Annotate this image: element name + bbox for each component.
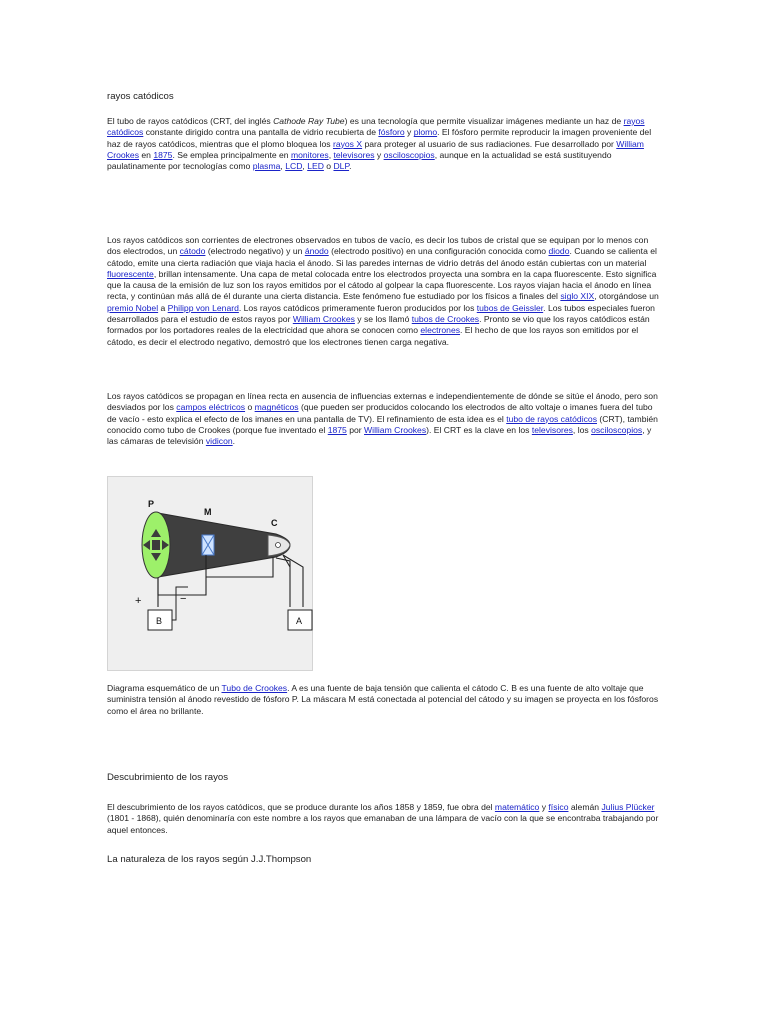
link-televisores-2[interactable]: televisores: [531, 424, 573, 435]
crookes-tube-drawing: [108, 477, 314, 672]
crookes-tube-diagram: [107, 476, 313, 671]
propagation-paragraph: Los rayos catódicos se propagan en línea recta en ausencia de influencias externas e independientemente de dónde se sitúe el ánodo, pero son desviados por los campos eléctricos o magnéticos (que pueden ser producidos colocando los electrodos de alto voltaje o imanes fuera del tubo de vacío - esto explica el efecto de los imanes en una pantalla de TV). El refinamiento de esta idea es el tubo de rayos catódicos (CRT), también conocido como tubo de Crookes (porque fue inventado el 1875 por William Crookes). El CRT es la clave en los televisores, los osciloscopios, y las cámaras de televisión vidicon.: [107, 391, 658, 447]
link-william-crookes-3[interactable]: William Crookes: [364, 424, 427, 435]
link-rayos-catodicos[interactable]: rayos catódicos: [107, 116, 645, 138]
section-heading-naturaleza: La naturaleza de los rayos según J.J.Thompson: [107, 854, 312, 865]
link-rayos-x[interactable]: rayos X: [332, 138, 363, 149]
label-plus: +: [135, 595, 142, 607]
link-diodo[interactable]: diodo: [548, 246, 570, 257]
label-c: C: [271, 518, 278, 528]
link-fosforo[interactable]: fósforo: [378, 127, 405, 138]
discovery-paragraph: El descubrimiento de los rayos catódicos, que se produce durante los años 1858 y 1859, fue obra del matemático y físico alemán Julius Plücker (1801 - 1868), quién denominaría con este nombre a los rayos que emanaban de una lámpara de vacío con la que se encontraba trabajando por aquel entonces.: [107, 802, 659, 835]
link-siglo-xix[interactable]: siglo XIX: [560, 291, 595, 302]
link-fluorescente[interactable]: fluorescente: [107, 268, 154, 279]
link-tubos-de-crookes[interactable]: tubos de Crookes: [411, 314, 480, 325]
diagram-caption: Diagrama esquemático de un Tubo de Crookes. A es una fuente de baja tensión que calienta el cátodo C. B es una fuente de alto voltaje que suministra tensión al ánodo revestido de fósforo P. La máscara M está conectada al potencial del cátodo y su imagen se proyecta en los fósforos como el área no brillante.: [107, 683, 659, 716]
intro-paragraph: El tubo de rayos catódicos (CRT, del inglés Cathode Ray Tube) es una tecnología que permite visualizar imágenes mediante un haz de rayos catódicos constante dirigido contra una pantalla de vidrio recubierta de fósforo y plomo. El fósforo permite reproducir la imagen proveniente del haz de rayos catódicos, mientras que el plomo bloquea los rayos X para proteger al usuario de sus radiaciones. Fue desarrollado por William Crookes en 1875. Se emplea principalmente en monitores, televisores y osciloscopios, aunque en la actualidad se está sustituyendo paulatinamente por tecnologías como plasma, LCD, LED o DLP.: [107, 116, 652, 172]
label-b: B: [156, 616, 163, 626]
label-a: A: [296, 616, 303, 626]
link-philipp-von-lenard[interactable]: Philipp von Lenard: [167, 302, 239, 313]
link-plasma[interactable]: plasma: [252, 161, 281, 172]
link-tubos-de-geissler[interactable]: tubos de Geissler: [476, 302, 544, 313]
link-magneticos[interactable]: magnéticos: [254, 402, 299, 413]
label-p: P: [148, 499, 155, 509]
link-led[interactable]: LED: [307, 161, 324, 172]
link-electrones[interactable]: electrones: [420, 325, 461, 336]
link-plomo[interactable]: plomo: [413, 127, 438, 138]
link-anodo[interactable]: ánodo: [304, 246, 329, 257]
link-1875[interactable]: 1875: [153, 149, 173, 160]
link-tubo-de-rayos-catodicos[interactable]: tubo de rayos catódicos: [506, 413, 597, 424]
link-william-crookes[interactable]: William Crookes: [107, 138, 644, 160]
link-monitores[interactable]: monitores: [290, 149, 329, 160]
link-lcd[interactable]: LCD: [285, 161, 303, 172]
link-vidicon[interactable]: vidicon: [205, 436, 233, 447]
link-televisores[interactable]: televisores: [333, 149, 375, 160]
link-osciloscopios[interactable]: osciloscopios: [383, 149, 435, 160]
cathode-c: [276, 543, 281, 548]
link-1875-2[interactable]: 1875: [327, 424, 347, 435]
label-minus: −: [180, 593, 187, 605]
section-heading-descubrimiento: Descubrimiento de los rayos: [107, 772, 229, 783]
link-premio-nobel[interactable]: premio Nobel: [107, 302, 159, 313]
link-catodo[interactable]: cátodo: [179, 246, 206, 257]
label-m: M: [204, 507, 212, 517]
link-tubo-de-crookes[interactable]: Tubo de Crookes: [221, 683, 288, 693]
link-osciloscopios-2[interactable]: osciloscopios: [591, 424, 643, 435]
link-dlp[interactable]: DLP: [333, 161, 350, 172]
link-fisico[interactable]: físico: [548, 802, 569, 812]
link-william-crookes-2[interactable]: William Crookes: [292, 314, 355, 325]
link-campos-electricos[interactable]: campos eléctricos: [176, 402, 246, 413]
link-matematico[interactable]: matemático: [494, 802, 540, 812]
cathode-rays-paragraph: Los rayos catódicos son corrientes de electrones observados en tubos de vacío, es decir los tubos de cristal que se equipan por lo menos con dos electrodos, un cátodo (electrodo negativo) y un ánodo (electrodo positivo) en una configuración conocida como diodo. Cuando se calienta el cátodo, emite una cierta radiación que viaja hacia el ánodo. Si las paredes internas de vidrio detrás del ánodo están cubiertas con un material fluorescente, brillan intensamente. Una capa de metal colocada entre los electrodos proyecta una sombra en la capa fluorescente. Esto significa que la causa de la emisión de luz son los rayos emitidos por el cátodo al golpear la capa fluorescente. Los rayos viajan hacia el ánodo en línea recta, y continúan más allá de él durante una cierta distancia. Este fenómeno fue estudiado por los físicos a finales del siglo XIX, otorgándose un premio Nobel a Philipp von Lenard. Los rayos catódicos primeramente fueron producidos por los tubos de Geissler. Los tubos especiales fueron desarrollados para el estudio de estos rayos por William Crookes y se los llamó tubos de Crookes. Pronto se vio que los rayos catódicos están formados por los portadores reales de la electricidad que ahora se conocen como electrones. El hecho de que los rayos son emitidos por el cátodo, es decir el electrodo negativo, demostró que los electrones tienen carga negativa.: [107, 235, 659, 347]
link-julius-plucker[interactable]: Julius Plücker: [601, 802, 655, 812]
page-title: rayos catódicos: [107, 91, 174, 102]
